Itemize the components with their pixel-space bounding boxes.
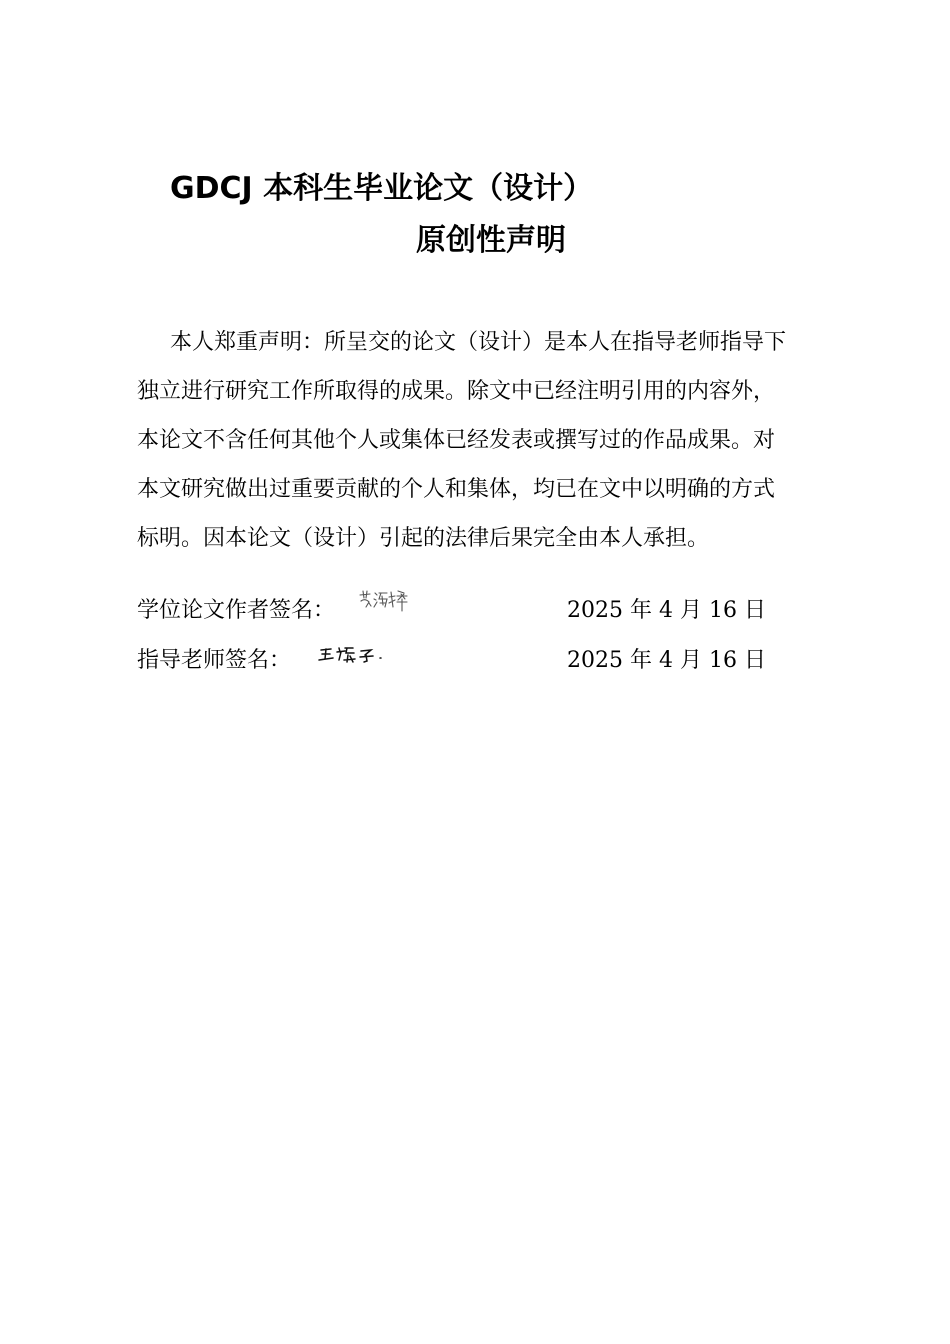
statement-body [137,318,843,563]
advisor-signature-label: 指导老师签名： [137,648,292,673]
advisor-signature-date: 2025 年 4 月 16 日 [567,648,766,673]
author-signature-row [137,591,837,631]
statement-line-1: 本人郑重声明：所呈交的论文（设计）是本人在指导老师指导下 [170,330,787,355]
advisor-signature-row [137,641,837,681]
statement-line-3: 本论文不含任何其他个人或集体已经发表或撰写过的作品成果。对 [137,428,776,453]
author-signature-date: 2025 年 4 月 16 日 [567,598,766,623]
statement-line-2: 独立进行研究工作所取得的成果。除文中已经注明引用的内容外， [137,379,776,404]
statement-line-5: 标明。因本论文（设计）引起的法律后果完全由本人承担。 [137,526,710,551]
author-signature-label: 学位论文作者签名： [137,598,336,623]
document-title-line1: GDCJ 本科生毕业论文（设计） [170,171,594,206]
statement-line-4: 本文研究做出过重要贡献的个人和集体，均已在文中以明确的方式 [137,477,776,502]
advisor-handwritten-signature [317,643,389,667]
author-handwritten-signature [357,585,413,615]
document-title-line2: 原创性声明 [416,223,566,258]
